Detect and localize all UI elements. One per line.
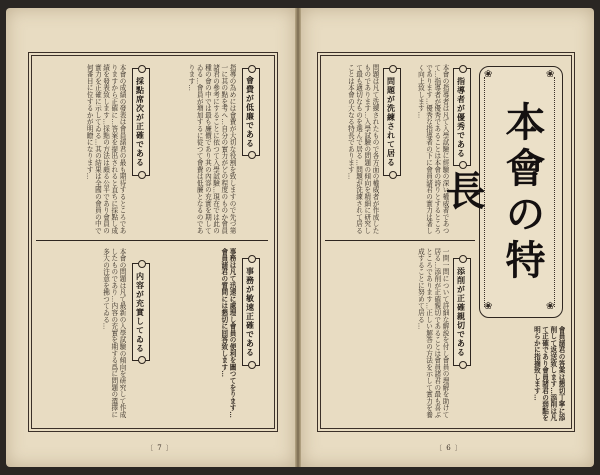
flower-ornament-icon: ❀ [546,301,555,312]
heading-excellent-instructors: 指導者が優秀である [453,68,471,166]
flower-ornament-icon: ❀ [484,69,493,80]
heading-refined-questions: 問題が洗練されて居る [383,68,401,176]
heading-accurate-ranking: 採點席次が正確である [132,68,150,176]
title-vine-right [554,77,565,307]
flower-ornament-icon: ❀ [484,301,493,312]
right-text-block-bottom-left: 一問一問について詳細な解説を付し會員の理解を助けて居る…添削が正確親切であることは會員諸君の最も喜ぶところであります…正しい解答の方法を示して實力を養成することに努めて居る… [416,248,449,419]
heading-rich-content: 内容が充實してゐる [132,263,150,361]
left-horizontal-rule [36,240,268,241]
right-text-block-top-left: 問題は凡て洗練されたもので各方面の權威者が作成したものであります…入學試驗の問題の傾向を精細に研究して最も適切なものを選んで居る…問題が洗練されて居ることは本會の大なる特長であります… [346,64,379,234]
left-page [6,8,295,467]
heading-low-fee: 會費が低廉である [242,68,260,156]
right-horizontal-rule [325,240,475,241]
left-text-block-bottom-left: 本會の問題は凡て最新の入學試驗の傾向を研究して作成したものであり…内容の充實を期する爲に問題の選擇に多大の注意を拂つてゐる… [101,248,126,419]
left-text-block-top-left: 本會の成績の發表は會員諸君の最も期待するところでありますから正確に…答案を提出されると直ちに採點し成績を發表致します…採點の方法は頗る公平であり會員の實力を正確に示してゐる…其の結果は全國の會員の中で何番目に位するかが明瞭になります… [85,64,126,234]
right-page-number: 〔 6 〕 [435,444,463,452]
heading-accurate-correction: 添削が正確親切である [453,258,471,366]
left-text-block-top-right: 指導の為めには會費が大切な役割を致しますので先づ第一に其の點を考へ…自分の實力がどの程度のものか會員諸君の參考にすることに依つて入學試驗…現在では此の種の會の中では最も廉價であり其の內容の充實を期してゐる…會員が増加するに從つて會費は低廉となるのであります… [186,64,236,234]
flower-ornament-icon: ❀ [546,69,555,80]
right-text-block-top-middle: 本會の指導者は凡て入學試驗に經驗の深い權威者であつて…指導者が優秀であることは本會の誇りとするところであります…優秀な指導者の下に會員諸君の實力は著しく向上致します… [416,64,449,234]
page-title: 本會の特長 [439,101,546,285]
left-page-number: 〔 7 〕 [146,444,174,452]
right-text-block-bottom-right: 會員諸君の答案は懇切丁寧に添削して返送致します…添削は凡て正確であり會員諸君の弱點を明らかに指摘致します… [532,326,565,422]
right-page [301,8,594,467]
left-text-block-bottom-right: 事務は凡て迅速に處理し會員の便利を圖つてをります…會員諸君の質問には懇切に回答致します… [219,248,236,418]
heading-fast-office: 事務が敏速正確である [242,258,260,366]
